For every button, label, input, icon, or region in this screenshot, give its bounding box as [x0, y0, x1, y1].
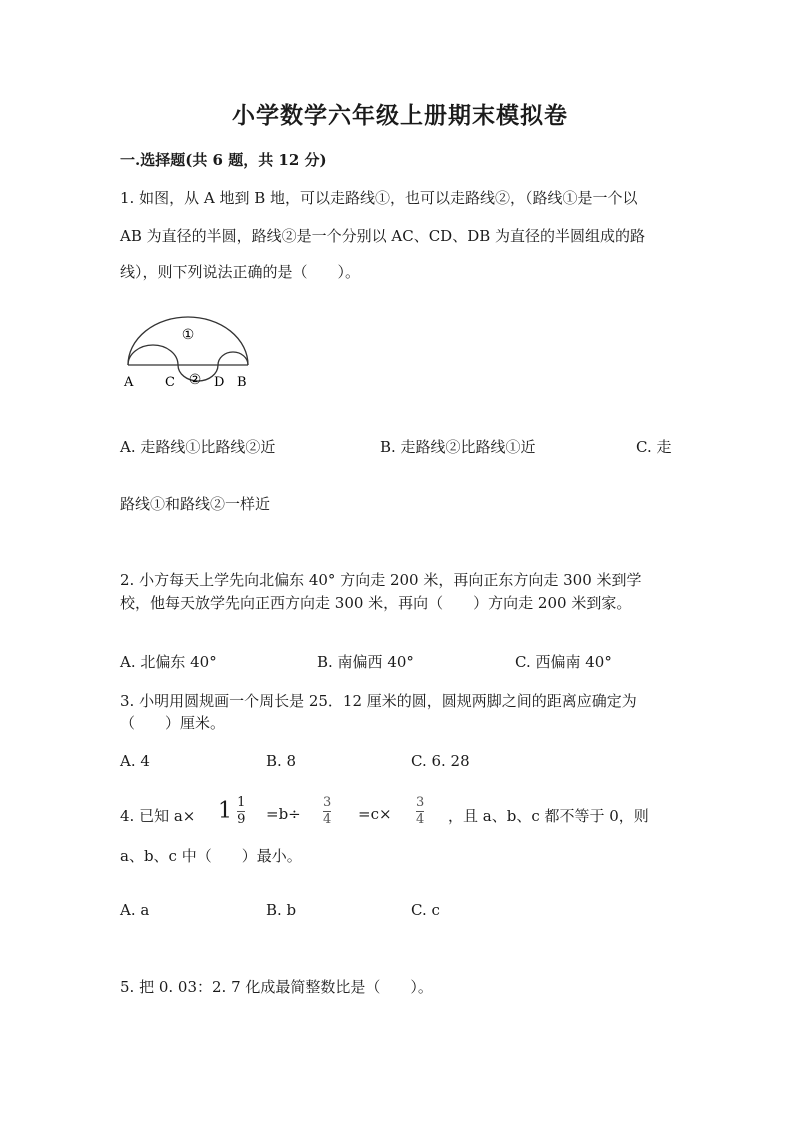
q3-line1: 3. 小明用圆规画一个周长是 25．12 厘米的圆，圆规两脚之间的距离应确定为	[120, 692, 637, 710]
fraction-1-denominator: 4	[323, 811, 332, 827]
route-2-label: ②	[188, 372, 202, 388]
fraction-2-denominator: 4	[416, 811, 425, 827]
q2-option-c[interactable]: C. 西偏南 40°	[515, 653, 612, 671]
fraction-1	[323, 796, 331, 826]
route-2-arc-db	[218, 352, 248, 365]
q3-option-b[interactable]: B. 8	[266, 752, 297, 770]
mixed-denominator: 9	[237, 811, 246, 827]
mixed-numerator: 1	[237, 795, 246, 810]
section-heading: 一.选择题(共 6 题，共 12 分)	[120, 151, 327, 169]
route-1-label: ①	[181, 327, 195, 343]
q4-line2: a、b、c 中（ ）最小。	[120, 847, 302, 865]
q4-option-a[interactable]: A. a	[120, 901, 150, 919]
mixed-whole: 1	[218, 798, 232, 824]
q1-option-c-end[interactable]: 路线①和路线②一样近	[120, 495, 271, 513]
q3-line2: （ ）厘米。	[120, 714, 226, 732]
q4-mid1: =b÷	[266, 805, 301, 823]
point-a-label: A	[124, 375, 134, 390]
q4-mid2: =c×	[358, 805, 392, 823]
mixed-number	[218, 796, 245, 826]
q3-option-a[interactable]: A. 4	[120, 752, 150, 770]
point-c-label: C	[165, 375, 175, 390]
fraction-2	[416, 796, 424, 826]
q4-option-c[interactable]: C. c	[411, 901, 440, 919]
route-2-arc-ac	[128, 345, 178, 365]
q1-option-b[interactable]: B. 走路线②比路线①近	[380, 438, 536, 456]
q2-option-a[interactable]: A. 北偏东 40°	[120, 653, 217, 671]
fraction-1-numerator: 3	[323, 795, 332, 810]
q1-line1: 1. 如图，从 A 地到 B 地，可以走路线①，也可以走路线②，（路线①是一个以	[120, 189, 638, 207]
point-b-label: B	[237, 375, 247, 390]
fraction-2-numerator: 3	[416, 795, 425, 810]
q1-option-a[interactable]: A. 走路线①比路线②近	[120, 438, 276, 456]
q4-suffix: ，且 a、b、c 都不等于 0，则	[448, 807, 649, 825]
q3-option-c[interactable]: C. 6. 28	[411, 752, 470, 770]
q2-line2: 校，他每天放学先向正西方向走 300 米，再向（ ）方向走 200 米到家。	[120, 594, 632, 612]
q1-line2: AB 为直径的半圆，路线②是一个分别以 AC、CD、DB 为直径的半圆组成的路	[120, 227, 646, 245]
q1-option-c-start[interactable]: C. 走	[636, 438, 672, 456]
q2-option-b[interactable]: B. 南偏西 40°	[317, 653, 414, 671]
q2-line1: 2. 小方每天上学先向北偏东 40° 方向走 200 米，再向正东方向走 300 米到学	[120, 571, 642, 589]
point-d-label: D	[214, 375, 225, 390]
q4-prefix: 4. 已知 a×	[120, 807, 196, 825]
page-title: 小学数学六年级上册期末模拟卷	[232, 102, 568, 129]
q4-option-b[interactable]: B. b	[266, 901, 297, 919]
q1-line3: 线），则下列说法正确的是（ ）。	[120, 263, 361, 281]
q5-line1: 5. 把 0. 03：2. 7 化成最简整数比是（ ）。	[120, 978, 433, 996]
route-diagram	[118, 312, 263, 392]
